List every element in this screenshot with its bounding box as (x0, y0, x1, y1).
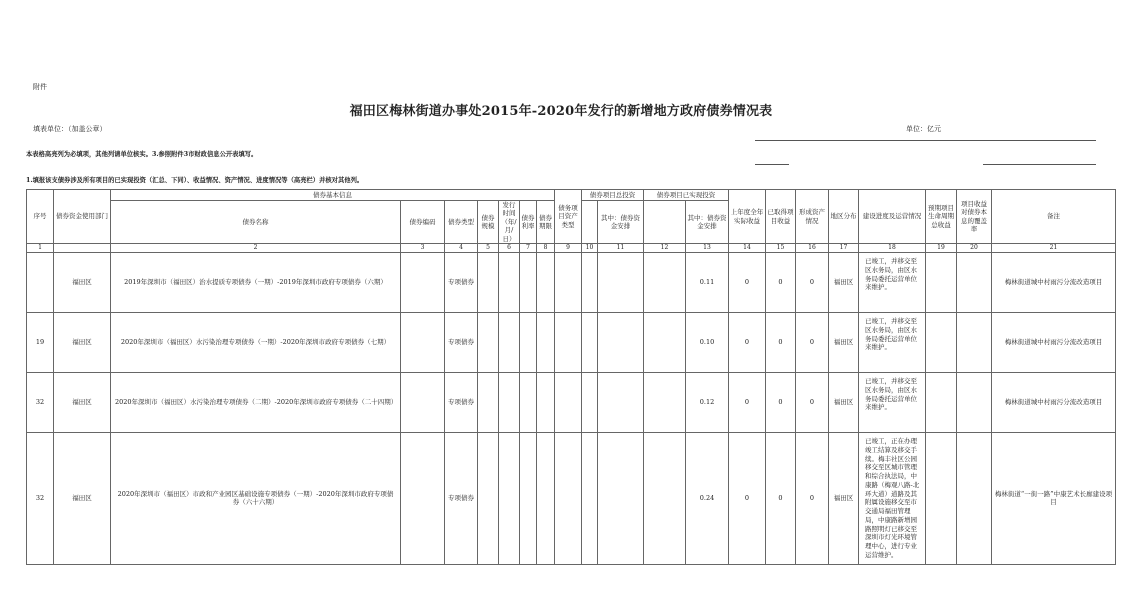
index-cell: 7 (520, 244, 537, 253)
cell-life-income (926, 432, 957, 564)
cell-district: 福田区 (829, 432, 859, 564)
annex-label: 附件 (33, 83, 47, 91)
cell-dept: 福田区 (54, 252, 111, 312)
cell-total-invest (582, 252, 598, 312)
index-cell: 9 (555, 244, 582, 253)
cell-realized-arranged: 0.10 (686, 312, 729, 372)
filler-unit-label: 填表单位：（加盖公章） (33, 125, 107, 133)
index-cell: 19 (926, 244, 957, 253)
cell-realized-arranged: 0.12 (686, 372, 729, 432)
cell-invest-arranged (598, 372, 644, 432)
cell-progress: 已竣工，正在办理竣工结算及移交手续。梅丰社区公园移交至区城市管理和综合执法局，中康路（梅观八路-北环大道）道路及其附属设施移交至市交通局福田管理局，中康路新增园路照明灯已移交至深圳市灯光环境管理中心，进行专业运营维护。 (859, 432, 926, 564)
cell-realized (644, 432, 686, 564)
index-cell: 10 (582, 244, 598, 253)
cell-last-year-income: 0 (729, 312, 766, 372)
cell-bond-type: 专项债券 (445, 432, 478, 564)
cell-total-invest (582, 432, 598, 564)
header-district: 地区分布 (829, 190, 859, 244)
cell-bond-scale (478, 372, 499, 432)
cell-bond-scale (478, 312, 499, 372)
header-coverage: 项目收益对债券本息的覆盖率 (957, 190, 992, 244)
cell-bond-scale (478, 252, 499, 312)
cell-cum-income: 0 (766, 432, 796, 564)
divider-line (983, 164, 1096, 165)
header-bond-rate: 债券利率 (520, 201, 537, 244)
index-cell: 5 (478, 244, 499, 253)
cell-issue-time (499, 252, 520, 312)
cell-realized (644, 372, 686, 432)
header-bond-scale: 债券规模 (478, 201, 499, 244)
index-cell: 2 (111, 244, 401, 253)
cell-coverage (957, 372, 992, 432)
index-cell: 1 (27, 244, 54, 253)
header-bond-name: 债券名称 (111, 201, 401, 244)
cell-seq: 19 (27, 312, 54, 372)
cell-rate (520, 312, 537, 372)
cell-asset-formed: 0 (796, 432, 829, 564)
cell-realized (644, 312, 686, 372)
header-realized-sub (644, 201, 686, 244)
cell-bond-code (401, 252, 445, 312)
index-cell: 12 (644, 244, 686, 253)
cell-total-invest (582, 372, 598, 432)
index-cell: 16 (796, 244, 829, 253)
currency-unit-label: 单位：亿元 (906, 125, 941, 133)
cell-cum-income: 0 (766, 312, 796, 372)
table-row (27, 432, 1116, 564)
cell-remark: 梅林街道城中村雨污分流改造项目 (992, 372, 1116, 432)
header-total-invest-sub (582, 201, 598, 244)
header-asset-type: 债务项目资产类型 (555, 190, 582, 244)
header-life-income: 预期项目生命周期总收益 (926, 190, 957, 244)
divider-line (755, 140, 1096, 141)
cell-district: 福田区 (829, 372, 859, 432)
cell-realized-arranged: 0.24 (686, 432, 729, 564)
cell-bond-type: 专项债券 (445, 252, 478, 312)
cell-bond-scale (478, 432, 499, 564)
cell-bond-code (401, 432, 445, 564)
index-cell: 3 (401, 244, 445, 253)
cell-coverage (957, 252, 992, 312)
index-cell: 18 (859, 244, 926, 253)
cell-progress: 已竣工，并移交至区水务局，由区水务局委托运营单位来维护。 (859, 372, 926, 432)
cell-bond-name: 2020年深圳市（福田区）水污染治理专项债券（二期）-2020年深圳市政府专项债券（二十四期） (111, 372, 401, 432)
cell-bond-code (401, 372, 445, 432)
cell-rate (520, 252, 537, 312)
cell-asset-type (555, 312, 582, 372)
cell-district: 福田区 (829, 252, 859, 312)
cell-total-invest (582, 312, 598, 372)
cell-life-income (926, 312, 957, 372)
cell-seq: 32 (27, 372, 54, 432)
header-remark: 备注 (992, 190, 1116, 244)
bond-table (26, 189, 1116, 565)
cell-dept: 福田区 (54, 432, 111, 564)
index-cell: 13 (686, 244, 729, 253)
cell-issue-time (499, 432, 520, 564)
index-cell: 20 (957, 244, 992, 253)
cell-asset-type (555, 252, 582, 312)
cell-invest-arranged (598, 252, 644, 312)
cell-progress: 已竣工，并移交至区水务局，由区水务局委托运营单位来维护。 (859, 312, 926, 372)
header-bond-code: 债券编码 (401, 201, 445, 244)
page-title: 福田区梅林街道办事处2015年-2020年发行的新增地方政府债券情况表 (349, 104, 773, 119)
cell-dept: 福田区 (54, 312, 111, 372)
cell-asset-type (555, 432, 582, 564)
header-issue-time: 发行时间（年/月/日） (499, 201, 520, 244)
index-cell: 14 (729, 244, 766, 253)
cell-bond-name: 2020年深圳市（福田区）水污染治理专项债券（一期）-2020年深圳市政府专项债券（七期） (111, 312, 401, 372)
cell-remark: 梅林街道城中村雨污分流改造项目 (992, 252, 1116, 312)
cell-remark: 梅林街道“一街一路”中康艺术长廊建设项目 (992, 432, 1116, 564)
cell-district: 福田区 (829, 312, 859, 372)
header-realized: 债券项目已实现投资 (644, 190, 729, 201)
table-row (27, 372, 1116, 432)
cell-term (537, 372, 555, 432)
header-bond-type: 债券类型 (445, 201, 478, 244)
cell-issue-time (499, 372, 520, 432)
cell-rate (520, 372, 537, 432)
cell-cum-income: 0 (766, 372, 796, 432)
cell-last-year-income: 0 (729, 372, 766, 432)
cell-coverage (957, 432, 992, 564)
cell-bond-type: 专项债券 (445, 312, 478, 372)
cell-bond-name: 2019年深圳市（福田区）治水提质专项债券（一期）-2019年深圳市政府专项债券（六期） (111, 252, 401, 312)
header-dept: 债券资金使用部门 (54, 190, 111, 244)
header-bond-term: 债券期限 (537, 201, 555, 244)
header-invest-arranged: 其中：债券资金安排 (598, 201, 644, 244)
cell-realized (644, 252, 686, 312)
instruction-note-2: 1.填报该支债券涉及所有项目的已实现投资（汇总、下同）、收益情况、资产情况、进度情况等（高亮栏）并核对其他列。 (26, 177, 364, 184)
header-asset-formed: 形成资产情况 (796, 190, 829, 244)
header-seq: 序号 (27, 190, 54, 244)
cell-invest-arranged (598, 432, 644, 564)
cell-term (537, 432, 555, 564)
cell-asset-formed: 0 (796, 252, 829, 312)
index-cell: 17 (829, 244, 859, 253)
cell-asset-type (555, 372, 582, 432)
cell-life-income (926, 252, 957, 312)
header-total-invest: 债券项目总投资 (582, 190, 644, 201)
cell-realized-arranged: 0.11 (686, 252, 729, 312)
index-cell: 21 (992, 244, 1116, 253)
cell-bond-name: 2020年深圳市（福田区）市政和产业园区基础设施专项债券（一期）-2020年深圳市政府专项债券（六十六期） (111, 432, 401, 564)
cell-dept: 福田区 (54, 372, 111, 432)
index-cell: 15 (766, 244, 796, 253)
table-row (27, 252, 1116, 312)
cell-rate (520, 432, 537, 564)
table-row (27, 312, 1116, 372)
cell-asset-formed: 0 (796, 372, 829, 432)
cell-term (537, 312, 555, 372)
cell-progress: 已竣工，并移交至区水务局，由区水务局委托运营单位来维护。 (859, 252, 926, 312)
divider-line (755, 164, 789, 165)
index-row (27, 244, 1116, 253)
cell-last-year-income: 0 (729, 432, 766, 564)
cell-issue-time (499, 312, 520, 372)
cell-coverage (957, 312, 992, 372)
header-realized-arranged: 其中：债券资金安排 (686, 201, 729, 244)
cell-life-income (926, 372, 957, 432)
instruction-note-1: 本表格高亮列为必填项，其他列请单位核实。3.参照附件3市财政信息公开表填写。 (26, 151, 258, 158)
cell-seq (27, 252, 54, 312)
cell-last-year-income: 0 (729, 252, 766, 312)
cell-remark: 梅林街道城中村雨污分流改造项目 (992, 312, 1116, 372)
header-cum-income: 已取得项目收益 (766, 190, 796, 244)
cell-invest-arranged (598, 312, 644, 372)
cell-seq: 32 (27, 432, 54, 564)
header-last-year-income: 上年度全年实际收益 (729, 190, 766, 244)
cell-bond-type: 专项债券 (445, 372, 478, 432)
index-cell: 8 (537, 244, 555, 253)
cell-term (537, 252, 555, 312)
index-cell (54, 244, 111, 253)
header-basic-info: 债券基本信息 (111, 190, 555, 201)
cell-bond-code (401, 312, 445, 372)
index-cell: 6 (499, 244, 520, 253)
index-cell: 11 (598, 244, 644, 253)
cell-cum-income: 0 (766, 252, 796, 312)
cell-asset-formed: 0 (796, 312, 829, 372)
header-progress: 建设进度及运营情况 (859, 190, 926, 244)
index-cell: 4 (445, 244, 478, 253)
